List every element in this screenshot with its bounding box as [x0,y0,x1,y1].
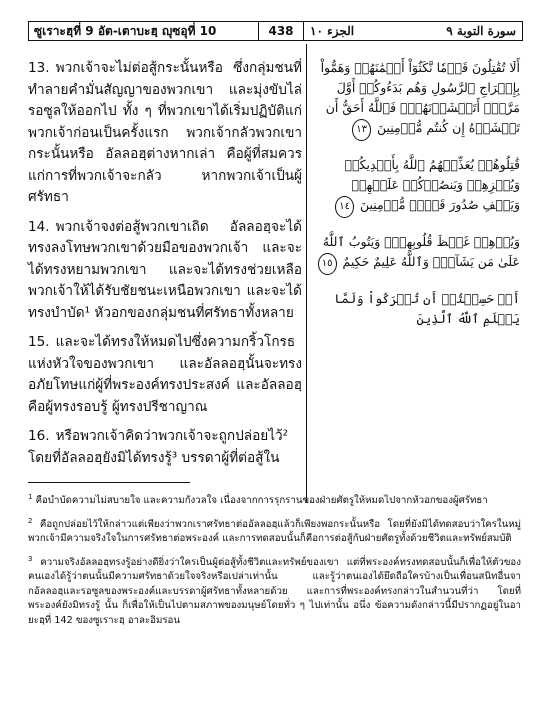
footnote-text: คือถูกปล่อยไว้ให้กล่าวแต่เพียงว่าพวกเราศรัทธาต่ออัลลอฮฺแล้วก็เพียงพอกระนั้นหรือ โดยที่ยังมิได้ทดสอบว่าใครในหมู่พวกเจ้ามีความจริงใจในการศรัทธาต่อพระองค์ และการทดสอบนั้นก็คือการต่อสู้กับฝ่ายศัตรูทั้งด้วยชีวิตและทรัพย์สมบัติ [28,518,521,545]
arabic-verse-text: أَمۡ حَسِبۡتُمۡ أَن تُتۡرَكُواْ وَلَمَّا يَعۡلَمِ ٱللَّهُ ٱلَّذِينَ [334,291,520,326]
arabic-verse-13 [312,58,520,141]
arabic-verse-15 [312,232,520,275]
footnotes [28,490,521,633]
footnote-1 [28,490,521,509]
verse-15 [28,332,302,418]
page-number: 438 [258,22,304,40]
footnote-3 [28,552,521,628]
footnote-marker: 3 [28,554,33,563]
arabic-verse-text: أَلَا تُقَٰتِلُونَ قَوۡمٗا نَّكَثُوٓاْ أَيۡمَٰنَهُمۡ وَهَمُّواْ بِإِخۡرَاجِ ٱلرَّسُولِ وَهُم بَدَءُوكُمۡ أَوَّلَ مَرَّةٍۚ أَتَخۡشَوۡنَهُمۡۚ فَٱللَّهُ أَحَقُّ أَن تَخۡشَوۡهُ إِن كُنتُم مُّؤۡمِنِينَ [320,60,520,135]
header-arabic-info [304,24,522,38]
ayah-number-mark: ١٤ [335,196,354,218]
arabic-verse-text: وَيُذۡهِبۡ غَيۡظَ قُلُوبِهِمۡۗ وَيَتُوبُ ٱللَّهُ عَلَىٰ مَن يَشَآءُۗ وَٱللَّهُ عَلِيمٌ حَكِيمٌ [322,234,520,269]
footnote-2 [28,514,521,547]
verse-number: 15. [28,334,50,350]
thai-translation-column [28,58,302,477]
verse-number: 16. [28,428,50,444]
header-surah-arabic: سورة التوبة ٩ [446,24,516,38]
verse-number: 14. [28,218,50,235]
verse-14 [28,217,302,325]
verse-text: พวกเจ้าจะไม่ต่อสู้กระนั้นหรือ ซึ่งกลุ่มชนที่ทำลายคำมั่นสัญญาของพวกเขา และมุ่งขับไล่รอซูลให้ออกไป ทั้ง ๆ ที่พวกเขาได้เริ่มปฏิบัติแก่พวกเจ้าก่อนเป็นครั้งแรก พวกเจ้ากลัวพวกเขากระนั้นหรือ อัลลอฮฺต่างหากเล่า คือผู้ที่สมควรแก่การที่พวกเจ้าจะกลัว หากพวกเจ้าเป็นผู้ศรัทธา [28,60,302,205]
arabic-text-column [312,58,520,343]
arabic-verse-14 [312,155,520,218]
arabic-verse-text: قَٰتِلُوهُمۡ يُعَذِّبۡهُمُ ٱللَّهُ بِأَيۡدِيكُمۡ وَيُخۡزِهِمۡ وَيَنصُرۡكُمۡ عَلَيۡهِمۡ وَيَشۡفِ صُدُورَ قَوۡمٖ مُّؤۡمِنِينَ [344,157,520,212]
verse-number: 13. [28,60,50,76]
footnote-text: คือบำบัดความไม่สบายใจ และความกังวลใจ เนื่องจากการรุกรานของฝ่ายศัตรูให้หมดไปจากหัวอกของผู้ศรัทธา [35,495,488,507]
footnote-marker: 2 [28,516,33,525]
verse-text: พวกเจ้าจงต่อสู้พวกเขาเถิด อัลลอฮฺจะได้ทรงลงโทษพวกเขาด้วยมือของพวกเจ้า และจะได้ทรงหยามพวกเขา และจะได้ทรงช่วยเหลือพวกเจ้าให้ได้รับชัยชนะเหนือพวกเขา และจะได้ทรงบำบัด¹ หัวอกของกลุ่มชนที่ศรัทธาทั้งหลาย [28,218,302,321]
footnote-separator [28,482,190,483]
footnote-marker: 1 [28,493,33,501]
page-header [28,21,523,41]
ayah-number-mark: ١٥ [318,253,337,275]
verse-text: และจะได้ทรงให้หมดไปซึ่งความกริ้วโกรธแห่งหัวใจของพวกเขา และอัลลอฮฺนั้นจะทรงอภัยโทษแก่ผู้ที่พระองค์ทรงประสงค์ และอัลลอฮฺคือผู้ทรงรอบรู้ ผู้ทรงปรีชาญาณ [28,334,302,415]
verse-text: หรือพวกเจ้าคิดว่าพวกเจ้าจะถูกปล่อยไว้² โดยที่อัลลอฮฺยังมิได้ทรงรู้³ บรรดาผู้ที่ต่อสู้ใน [28,428,289,466]
verse-16 [28,426,302,469]
footnote-text: ความจริงอัลลอฮฺทรงรู้อย่างดียิ่งว่าใครเป็นผู้ต่อสู้ทั้งชีวิตและทรัพย์ของเขา แต่ที่พระองค์ทรงทดสอบนั้นก็เพื่อให้ตัวของคนเองได้รู้ว่าตนนั้นมีความศรัทธาด้วยใจจริงหรือเปล่าเท่านั้น และรู้ว่าตนเองได้ยึดถือใครบ้างเป็นเพื่อนสนิทอื่นจากอัลลอฮฺและรอซูลของพระองค์และบรรดาผู้ศรัทธาทั้งหลายด้วย และการที่พระองค์ทรงกล่าวในสำนวนที่ว่า โดยที่พระองค์ยังมิทรงรู้ นั้น ก็เพื่อให้เป็นไปตามสภาพของมนุษย์โดยทั่ว ๆ ไปเท่านั้น อนึ่ง ข้อความดังกล่าวนี้มีปรากฏอยู่ในอายะฮฺที่ 142 ของซูเราะฮฺ อาละอิมรอน [28,556,521,626]
header-juz-arabic: الجزء ١٠ [310,24,355,38]
ayah-number-mark: ١٣ [352,119,371,141]
verse-13 [28,58,302,209]
arabic-verse-16 [312,289,520,329]
column-divider [306,44,307,502]
header-surah-info: ซูเราะฮฺที่ 9 อัต-เตาบะฮฺ ญุซอุที่ 10 [34,23,217,38]
